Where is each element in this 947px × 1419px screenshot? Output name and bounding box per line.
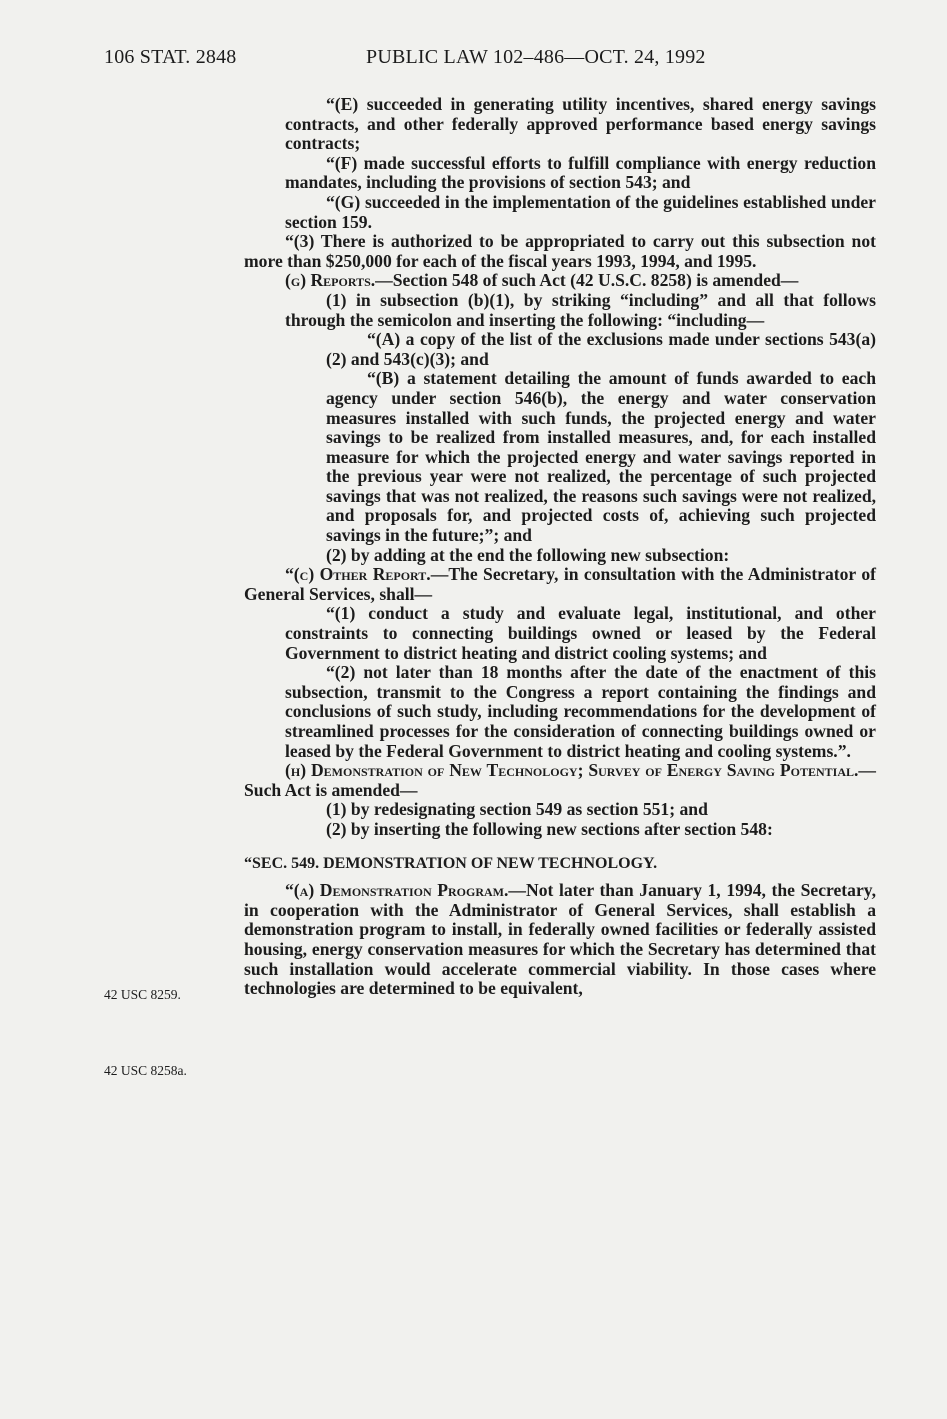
paragraph-c-2: “(2) not later than 18 months after the date of the enactment of this subsection, transmit to the Congress a report containing the findings and conclusions of such study, including recommendations for the development of streamlined processes for the consideration of connecting buildings owned or leased by the Federal Government to district heating and cooling systems.”. <box>285 662 876 761</box>
section-549-a-heading: “(a) Demonstration Program. <box>285 880 509 901</box>
paragraph-3: “(3) There is authorized to be appropriated to carry out this subsection not more than $250,000 for each of the fiscal years 1993, 1994, and 1995. <box>244 231 876 271</box>
page-number-header: 106 STAT. 2848 <box>104 46 237 68</box>
paragraph-g-1-a: “(A) a copy of the list of the exclusions made under sections 543(a)(2) and 543(c)(3); and <box>326 329 876 369</box>
paragraph-c-1: “(1) conduct a study and evaluate legal, institutional, and other constraints to connecting buildings owned or leased by the Federal Government to district heating and district cooling systems; and <box>285 603 876 663</box>
subsection-c-heading: “(c) Other Report. <box>285 564 431 585</box>
paragraph-f: “(F) made successful efforts to fulfill compliance with energy reduction mandates, including the provisions of section 543; and <box>285 152 876 193</box>
section-549-heading: “SEC. 549. DEMONSTRATION OF NEW TECHNOLOGY. <box>244 854 658 872</box>
section-549-a-text: —Not later than January 1, 1994, the Secretary, in cooperation with the Administrator of General Services, shall establish a demonstration program to install, in federally owned facilities or federally assisted housing, energy conservation measures for which the Secretary has determined that such installation would accelerate commercial viability. In those cases where technologies are determined to be equivalent, <box>244 880 876 999</box>
paragraph-g-2: (2) by adding at the end the following new subsection: <box>326 544 730 565</box>
subsection-h <box>244 761 876 800</box>
margin-note-usc-8258a: 42 USC 8258a. <box>104 1063 187 1078</box>
subsection-g-heading: (g) Reports. <box>285 270 376 291</box>
paragraph-g-1-b: “(B) a statement detailing the amount of funds awarded to each agency under section 546(b), the energy and water conservation measures installed with such funds, the projected energy and water savings to be realized from installed measures, and, for each installed measure for which the projected energy and water savings reported in the previous year were not realized, the percentage of such projected savings that was not realized, the reasons such savings were not realized, and proposals for, and projected costs of, achieving such projected savings in the future;”; and <box>326 368 876 546</box>
paragraph-h-1: (1) by redesignating section 549 as section 551; and <box>326 799 708 820</box>
subsection-h-text: —Such Act is amended— <box>244 760 876 800</box>
margin-note-usc-8259: 42 USC 8259. <box>104 987 181 1002</box>
statute-body <box>244 95 876 999</box>
subsection-g-text: —Section 548 of such Act (42 U.S.C. 8258) is amended— <box>375 270 799 291</box>
paragraph-g-1: (1) in subsection (b)(1), by striking “including” and all that follows through the semicolon and inserting the following: “including— <box>285 289 876 330</box>
paragraph-g: “(G) succeeded in the implementation of the guidelines established under section 159. <box>285 191 876 232</box>
subsection-g <box>244 271 876 291</box>
paragraph-h-2: (2) by inserting the following new sections after section 548: <box>326 818 773 839</box>
paragraph-e: “(E) succeeded in generating utility incentives, shared energy savings contracts, and other federally approved performance based energy savings contracts; <box>285 94 876 154</box>
subsection-h-heading: (h) Demonstration of New Technology; Survey of Energy Saving Potential. <box>285 760 859 781</box>
law-title-header: PUBLIC LAW 102–486—OCT. 24, 1992 <box>366 46 706 68</box>
subsection-c-text: —The Secretary, in consultation with the Administrator of General Services, shall— <box>244 564 876 604</box>
section-549-a <box>244 881 876 999</box>
subsection-c <box>244 565 876 604</box>
